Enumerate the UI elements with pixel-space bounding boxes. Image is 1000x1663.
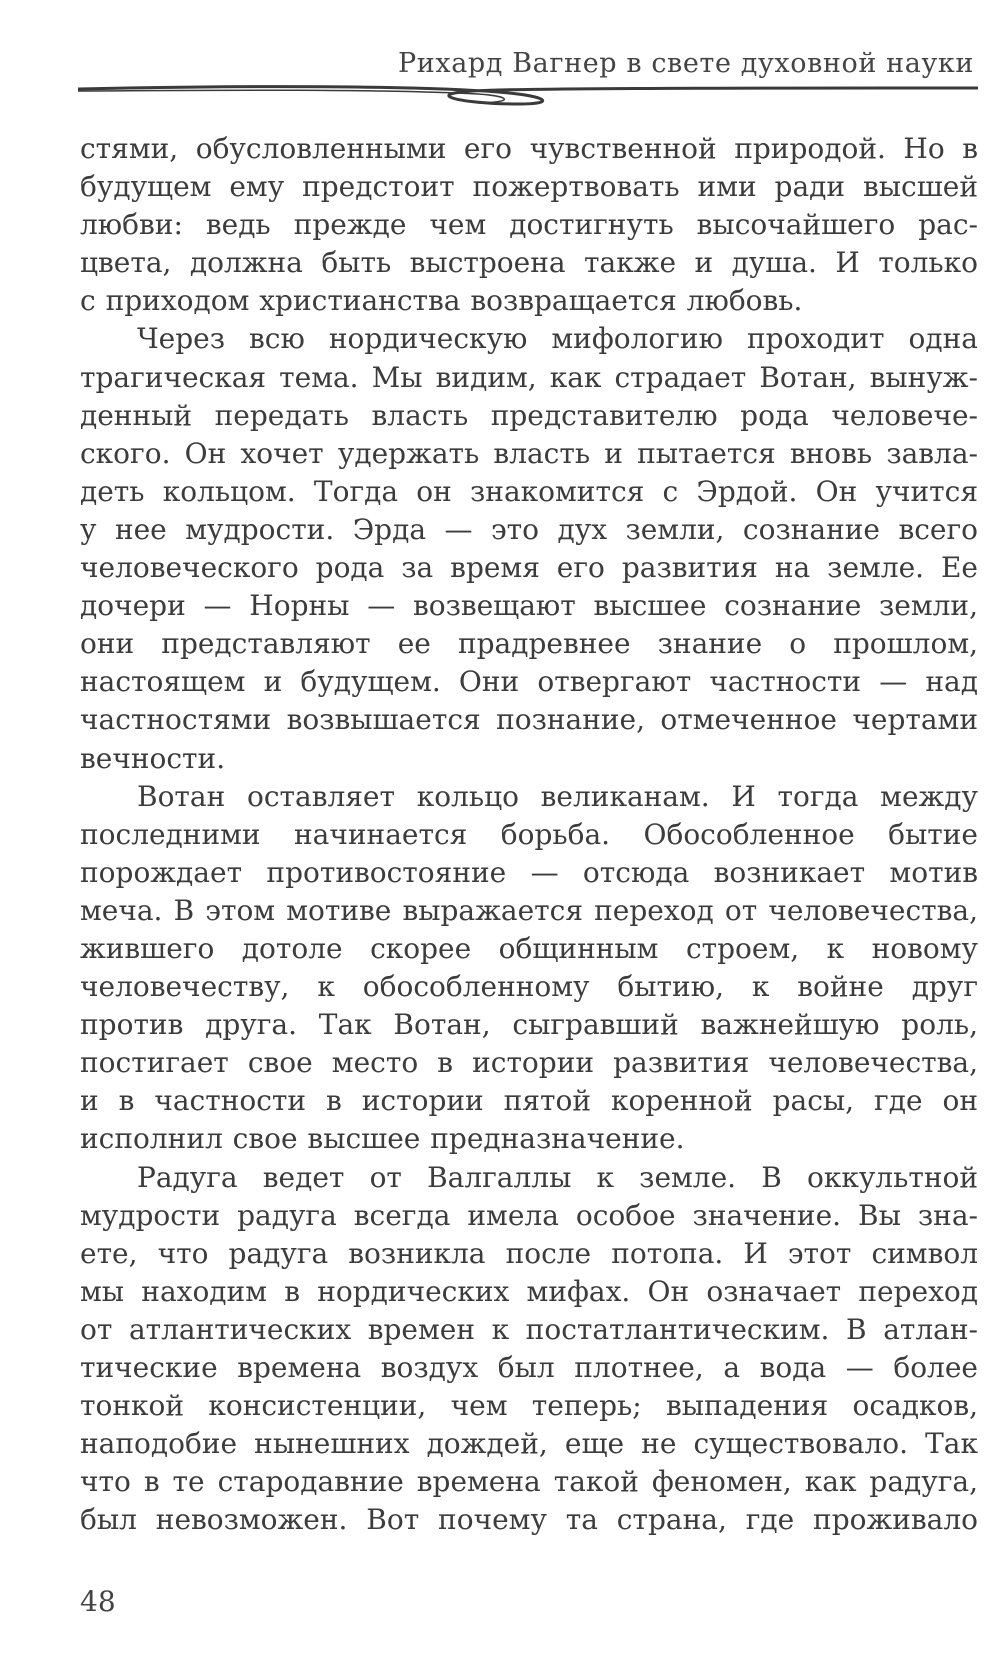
text-line: мы находим в нордических мифах. Он означает переход xyxy=(80,1274,978,1308)
text-line: против друга. Так Вотан, сыгравший важнейшую роль, xyxy=(80,1008,978,1042)
text-line: человечеству, к обособленному бытию, к войне друг xyxy=(80,970,978,1004)
text-line: цвета, должна быть выстроена также и душа. И только xyxy=(80,246,978,280)
text-line: меча. В этом мотиве выражается переход от человечества, xyxy=(80,893,978,927)
text-line: порождает противостояние — отсюда возникает мотив xyxy=(80,855,978,889)
text-line: был невозможен. Вот почему та страна, где проживало xyxy=(80,1503,978,1537)
text-line: постигает свое место в истории развития человечества, xyxy=(80,1046,978,1080)
text-line: от атлантических времен к постатлантическим. В атлан- xyxy=(80,1312,978,1346)
text-line: ского. Он хочет удержать власть и пытается вновь завла- xyxy=(80,436,978,470)
text-line: любви: ведь прежде чем достигнуть высочайшего рас- xyxy=(80,208,978,242)
text-line: Вотан оставляет кольцо великанам. И тогда между xyxy=(137,779,978,813)
text-line: они представляют ее прадревнее знание о прошлом, xyxy=(80,627,978,661)
text-line: трагическая тема. Мы видим, как страдает Вотан, вынуж- xyxy=(80,360,978,394)
text-line: что в те стародавние времена такой феномен, как радуга, xyxy=(80,1465,978,1499)
text-line: деть кольцом. Тогда он знакомится с Эрдой. Он учится xyxy=(80,474,978,508)
body-text xyxy=(80,130,978,1539)
text-line: будущем ему предстоит пожертвовать ими ради высшей xyxy=(80,170,978,204)
text-line: вечности. xyxy=(80,741,226,775)
text-line: частностями возвышается познание, отмеченное чертами xyxy=(80,703,978,737)
text-line: дочери — Норны — возвещают высшее сознание земли, xyxy=(80,589,978,623)
text-line: человеческого рода за время его развития на земле. Ее xyxy=(80,551,978,585)
text-line: последними начинается борьба. Обособленное бытие xyxy=(80,817,978,851)
text-line: у нее мудрости. Эрда — это дух земли, сознание всего xyxy=(80,512,978,546)
text-line: стями, обусловленными его чувственной природой. Но в xyxy=(80,132,978,165)
text-line: денный передать власть представителю рода человече- xyxy=(80,398,978,432)
page-number: 48 xyxy=(80,1585,116,1618)
text-line: ете, что радуга возникла после потопа. И этот символ xyxy=(80,1236,978,1270)
header-ornament-rule xyxy=(78,82,978,114)
text-line: жившего дотоле скорее общинным строем, к новому xyxy=(80,931,978,965)
text-line: с приходом христианства возвращается любовь. xyxy=(80,284,803,318)
text-line: исполнил свое высшее предназначение. xyxy=(80,1122,685,1156)
text-line: мудрости радуга всегда имела особое значение. Вы зна- xyxy=(80,1198,978,1232)
text-line: тонкой консистенции, чем теперь; выпадения осадков, xyxy=(80,1389,978,1423)
running-title: Рихард Вагнер в свете духовной науки xyxy=(398,48,974,79)
text-line: тические времена воздух был плотнее, а вода — более xyxy=(80,1351,978,1384)
text-line: и в частности в истории пятой коренной расы, где он xyxy=(80,1084,978,1118)
text-line: наподобие нынешних дождей, еще не существовало. Так xyxy=(80,1427,978,1461)
text-line: настоящем и будущем. Они отвергают частности — над xyxy=(80,665,978,699)
text-line: Через всю нордическую мифологию проходит одна xyxy=(137,322,978,356)
text-line: Радуга ведет от Валгаллы к земле. В оккультной xyxy=(137,1160,978,1194)
